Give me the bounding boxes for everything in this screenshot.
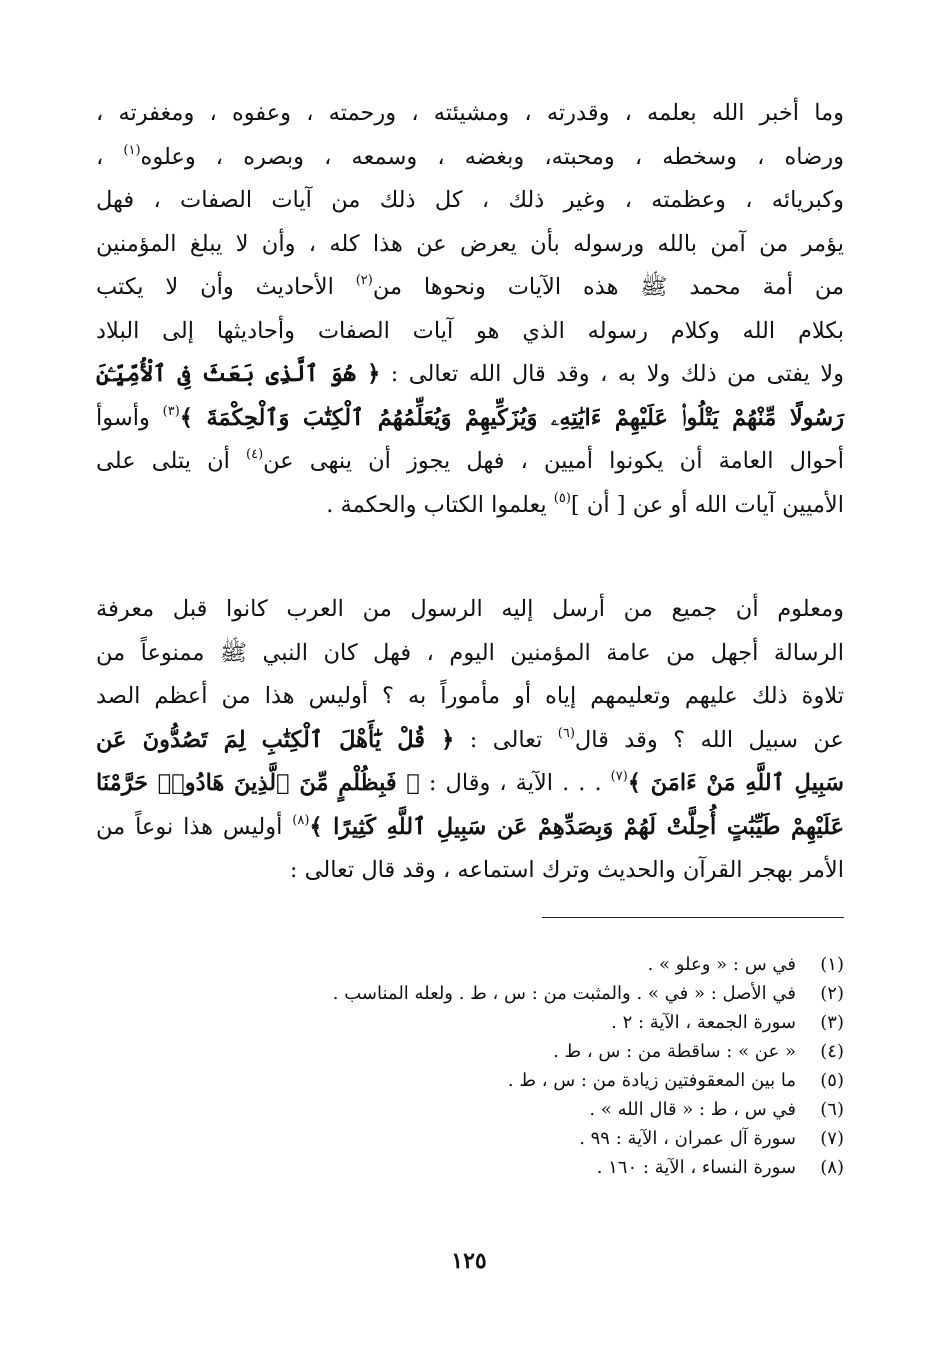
quran-quote: رَسُولًا مِّنْهُمْ يَتْلُوا۟ عَلَيْهِمْ ءَايَٰتِهِۦ وَيُزَكِّيهِمْ وَيُعَلِّمُهُمُ ٱلْكِتَٰبَ وَٱلْحِكْمَةَ ﴾ — [179, 404, 844, 431]
text-segment: وما أخبر الله بعلمه ، وقدرته ، ومشيئته ، ورحمته ، وعفوه ، ومغفرته ، — [96, 100, 844, 126]
footnote-text: في س ، ط : « قال الله » . — [589, 1099, 796, 1120]
footnote-item — [96, 1066, 844, 1095]
text-segment: وأسوأ — [96, 404, 163, 431]
text-line — [96, 806, 844, 850]
quran-quote: ﴿ هُوَ ٱلَّذِى بَعَثَ فِى ٱلْأُمِّيِّـۧنَ — [96, 361, 381, 387]
text-line — [96, 762, 844, 806]
footnote-text: سورة آل عمران ، الآية : ٩٩ . — [579, 1128, 796, 1149]
footnote-item — [96, 1124, 844, 1153]
footnote-number: (٤) — [820, 1041, 844, 1062]
quran-quote: عَلَيْهِمْ طَيِّبَٰتٍ أُحِلَّتْ لَهُمْ وَبِصَدِّهِمْ عَن سَبِيلِ ٱللَّهِ كَثِيرًا ﴾ — [309, 813, 844, 840]
text-segment: يؤمر من آمن بالله ورسوله بأن يعرض عن هذا كله ، وأن لا يبلغ المؤمنين — [96, 230, 844, 257]
text-segment: بكلام الله وكلام رسوله الذي هو آيات الصفات وأحاديثها إلى البلاد — [96, 317, 844, 344]
text-line — [96, 179, 844, 223]
footnote-number: (٢) — [820, 983, 844, 1004]
footnote-item — [96, 1153, 844, 1182]
text-line — [96, 353, 844, 397]
text-segment: تلاوة ذلك عليهم وتعليمهم إياه أو مأموراً به ؟ أوليس هذا من أعظم الصد — [96, 683, 844, 709]
text-segment: أوليس هذا نوعاً من — [96, 813, 293, 840]
paragraph-2 — [96, 588, 844, 893]
footnote-ref: (٨) — [292, 812, 310, 828]
footnote-text: سورة النساء ، الآية : ١٦٠ . — [596, 1157, 796, 1178]
text-line — [96, 223, 844, 267]
footnote-number: (٦) — [820, 1099, 844, 1120]
footnote-number: (١) — [820, 954, 844, 975]
text-segment: ومعلوم أن جميع من أرسل إليه الرسول من العرب كانوا قبل معرفة — [96, 596, 845, 622]
text-line — [96, 136, 844, 180]
text-line — [96, 849, 844, 893]
footnote-item — [96, 950, 844, 979]
text-segment: من أمة محمد ﷺ هذه الآيات ونحوها من — [372, 274, 844, 300]
paragraph-1 — [96, 92, 844, 527]
footnote-item — [96, 1095, 844, 1124]
text-line — [96, 719, 844, 763]
footnote-item — [96, 1008, 844, 1037]
text-segment: ولا يفتى من ذلك ولا به ، وقد قال الله تعالى : — [380, 361, 844, 387]
footnote-text: « عن » : ساقطة من : س ، ط . — [553, 1041, 796, 1062]
text-line — [96, 92, 844, 136]
text-segment: يعلموا الكتاب والحكمة . — [326, 491, 554, 518]
text-line — [96, 266, 844, 310]
text-segment: الأمر بهجر القرآن والحديث وترك استماعه ، وقد قال تعالى : — [289, 857, 844, 883]
text-segment: الرسالة أجهل من عامة المؤمنين اليوم ، فهل كان النبي ﷺ ممنوعاً من — [96, 639, 844, 666]
text-segment: عن سبيل الله ؟ وقد قال — [574, 726, 844, 753]
footnote-ref: (٥) — [553, 490, 571, 506]
footnote-ref: (٦) — [557, 725, 575, 741]
page-number: ١٢٥ — [451, 1248, 487, 1274]
text-line — [96, 397, 844, 441]
footnote-ref: (٢) — [355, 273, 373, 288]
footnote-ref: (٤) — [246, 447, 264, 462]
quran-quote: ﴿ قُلْ يَٰٓأَهْلَ ٱلْكِتَٰبِ لِمَ تَصُدُّونَ عَن — [96, 726, 455, 753]
text-line — [96, 310, 844, 354]
footnote-number: (٣) — [820, 1012, 844, 1033]
footnote-number: (٧) — [820, 1128, 844, 1149]
text-segment: وكبريائه ، وعظمته ، وغير ذلك ، كل ذلك من آيات الصفات ، فهل — [96, 187, 844, 213]
text-line — [96, 632, 844, 676]
text-line — [96, 588, 844, 632]
footnotes — [96, 950, 844, 1182]
footnote-ref: (١) — [123, 142, 141, 158]
footnote-number: (٨) — [820, 1157, 844, 1178]
text-segment: ورضاه ، وسخطه ، ومحبته، وبغضه ، وسمعه ، وبصره ، وعلوه — [140, 143, 844, 170]
footnote-text: ما بين المعقوفتين زيادة من : س ، ط . — [507, 1070, 796, 1091]
footnote-number: (٥) — [820, 1070, 844, 1091]
quran-quote: سَبِيلِ ٱللَّهِ مَنْ ءَامَنَ ﴾ — [627, 770, 845, 796]
footnote-separator — [542, 917, 844, 918]
footnote-ref: (٣) — [162, 403, 180, 419]
text-line — [96, 484, 844, 528]
text-segment: . . . الآية ، وقال : — [419, 770, 611, 796]
text-segment: الأميين آيات الله أو عن [ أن ] — [570, 491, 844, 518]
footnote-text: سورة الجمعة ، الآية : ٢ . — [611, 1012, 796, 1033]
text-line — [96, 675, 844, 719]
text-segment: أحوال العامة أن يكونوا أميين ، فهل يجوز أن ينهى عن — [263, 448, 844, 474]
text-segment: تعالى : — [454, 726, 558, 753]
footnote-ref: (٧) — [610, 769, 628, 784]
text-segment: الأحاديث وأن لا يكتب — [96, 274, 356, 300]
quran-quote: ﴿ فَبِظُلْمٍ مِّنَ ٱلَّذِينَ هَادُوا۟ حَرَّمْنَا — [96, 770, 420, 796]
footnote-text: في الأصل : « في » . والمثبت من : س ، ط . ولعله المناسب . — [332, 983, 796, 1004]
text-segment: ، — [96, 143, 124, 170]
footnote-item — [96, 979, 844, 1008]
text-segment: أن يتلى على — [96, 448, 246, 474]
footnote-text: في س : « وعلو » . — [647, 954, 796, 975]
text-line — [96, 440, 844, 484]
footnote-item — [96, 1037, 844, 1066]
